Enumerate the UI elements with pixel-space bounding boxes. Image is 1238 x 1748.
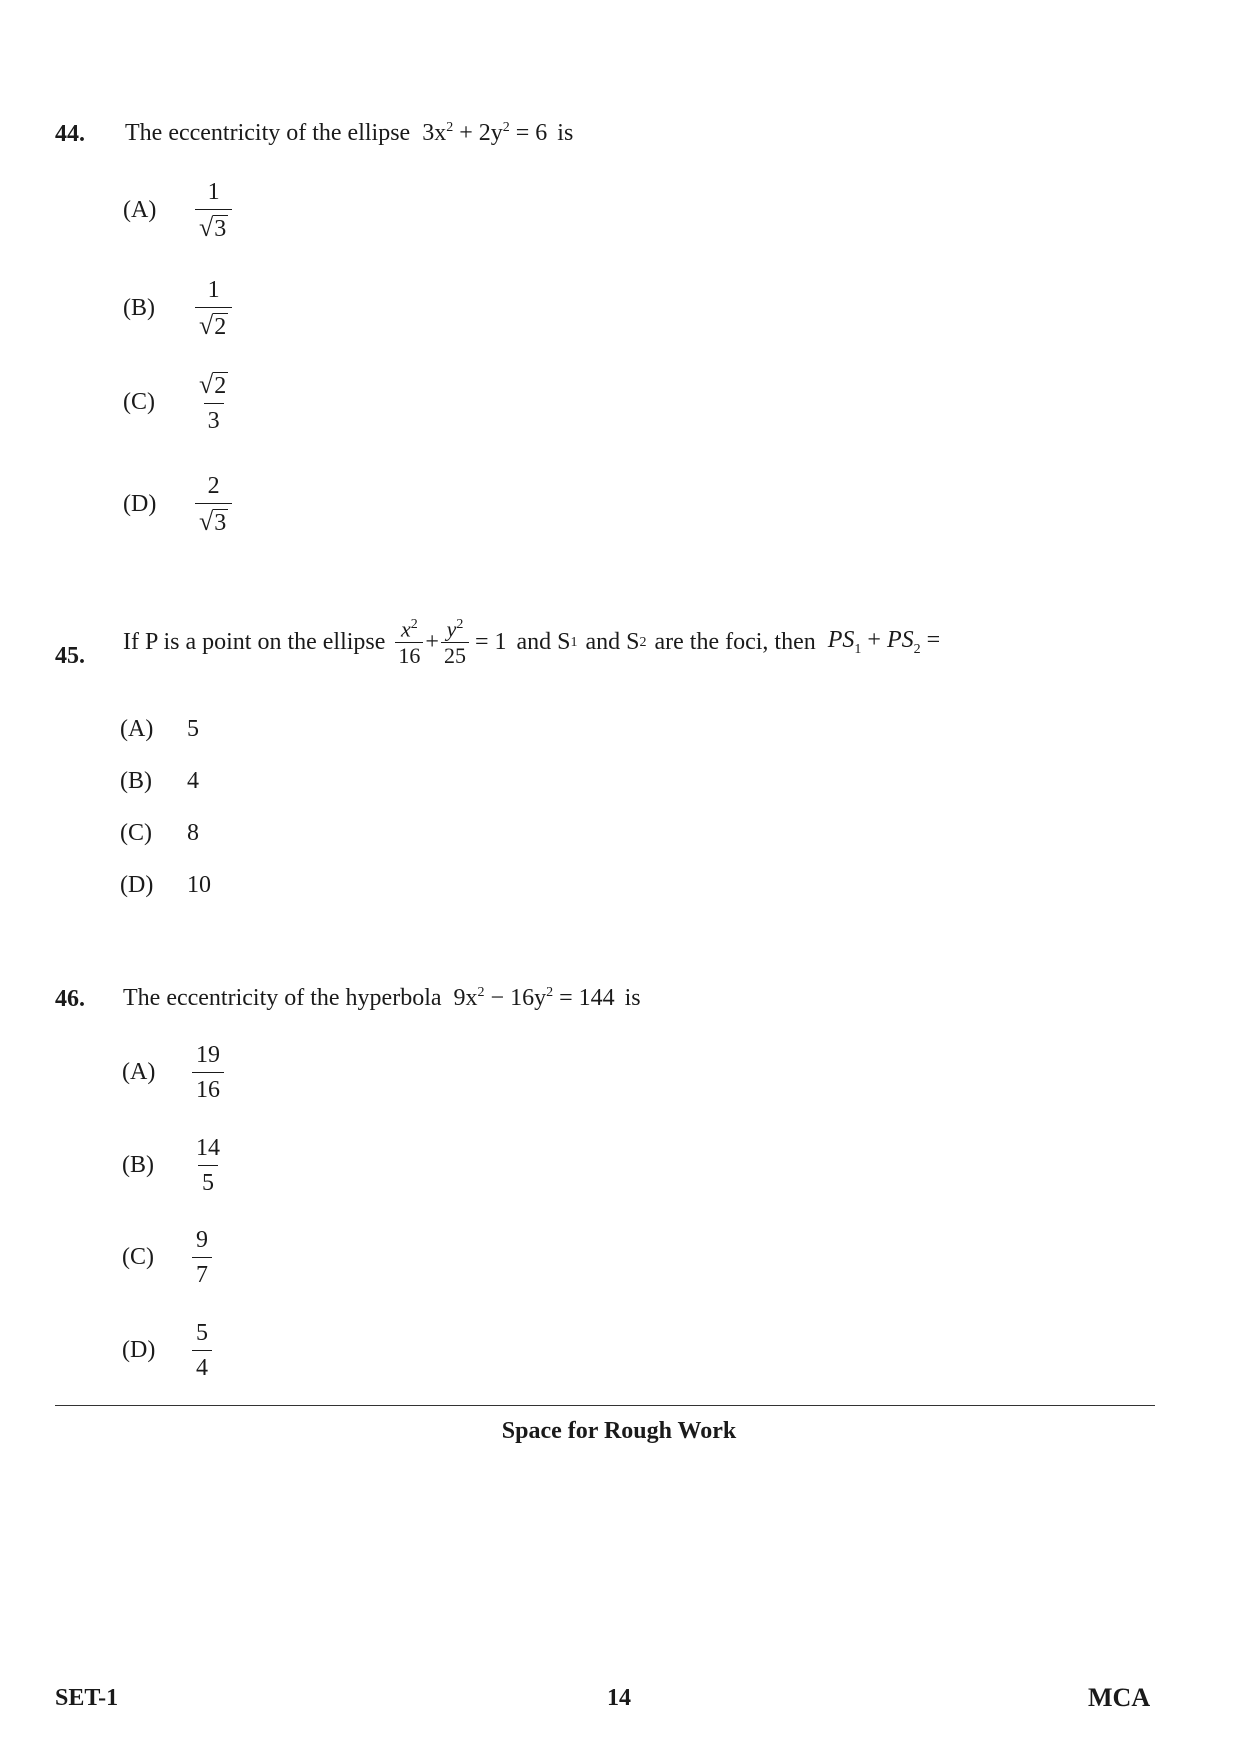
q44-option-b-fraction: 1 √ 2 — [195, 278, 232, 339]
question-45-stem: If P is a point on the ellipse $\frac{x^2}{16}$ + $\frac{y^2}{25}$ = 1 and S 1 and S 2 are the foci, then $PS_1 + PS_2$ = — [123, 616, 941, 669]
footer-course-label: MCA — [1088, 1683, 1151, 1712]
q45-option-a[interactable]: (A) 5 — [120, 716, 199, 742]
footer-set-label: SET-1 — [55, 1685, 119, 1711]
q44-option-d-fraction: 2 √ 3 — [195, 474, 232, 535]
q45-fraction-x: $\frac{x^2}{16}$ — [395, 618, 423, 667]
q46-option-c[interactable]: (C) $\frac{9}{7}$ — [122, 1228, 212, 1287]
q46-option-a-fraction: $\frac{19}{16}$ — [192, 1043, 224, 1102]
rough-work-heading: Space for Rough Work — [501, 1418, 737, 1444]
question-45-number: 45. — [55, 643, 85, 669]
q46-option-b[interactable]: (B) $\frac{14}{5}$ — [122, 1136, 224, 1195]
rough-work-divider — [55, 1405, 1155, 1406]
q44-option-c[interactable]: (C) √ 2 3 — [123, 372, 232, 433]
q46-option-b-fraction: $\frac{14}{5}$ — [196, 1135, 220, 1196]
q46-option-d[interactable]: (D) $\frac{5}{4}$ — [122, 1321, 212, 1380]
q44-option-a-fraction: 1 √ 3 — [195, 180, 232, 241]
question-44-equation: $3x^2 + 2y^2 = 6$ — [422, 120, 548, 146]
q45-option-d[interactable]: (D) 10 — [120, 872, 211, 898]
question-46-equation: $9x^2 - 16y^2 = 144$ — [453, 985, 615, 1011]
q45-ps-expression: $PS_1 + PS_2$ = — [827, 627, 941, 658]
question-46-stem — [123, 985, 641, 1012]
q45-option-c[interactable]: (C) 8 — [120, 820, 199, 846]
question-44-suffix: is — [557, 120, 574, 146]
q44-option-b[interactable]: (B) 1 √ 2 — [123, 278, 232, 339]
question-44-number: 44. — [55, 121, 85, 147]
q45-fraction-y: $\frac{y^2}{25}$ — [441, 618, 469, 667]
q45-option-b[interactable]: (B) 4 — [120, 768, 199, 794]
question-46-text: The eccentricity of the hyperbola — [123, 985, 442, 1011]
q44-option-d[interactable]: (D) 2 √ 3 — [123, 474, 232, 535]
question-45-text: If P is a point on the ellipse — [123, 629, 386, 656]
q46-option-d-fraction: $\frac{5}{4}$ — [192, 1321, 212, 1380]
q46-option-c-fraction: $\frac{9}{7}$ — [192, 1228, 212, 1287]
q46-option-a[interactable]: (A) $\frac{19}{16}$ — [122, 1043, 224, 1102]
question-44-text: The eccentricity of the ellipse — [125, 120, 411, 146]
question-46-suffix: is — [624, 985, 641, 1011]
question-44-stem — [125, 120, 573, 147]
q44-option-c-fraction: √ 2 3 — [199, 370, 227, 434]
footer-page-number: 14 — [607, 1685, 631, 1711]
question-46-number: 46. — [55, 986, 85, 1012]
q44-option-a[interactable]: (A) 1 √ 3 — [123, 180, 232, 241]
